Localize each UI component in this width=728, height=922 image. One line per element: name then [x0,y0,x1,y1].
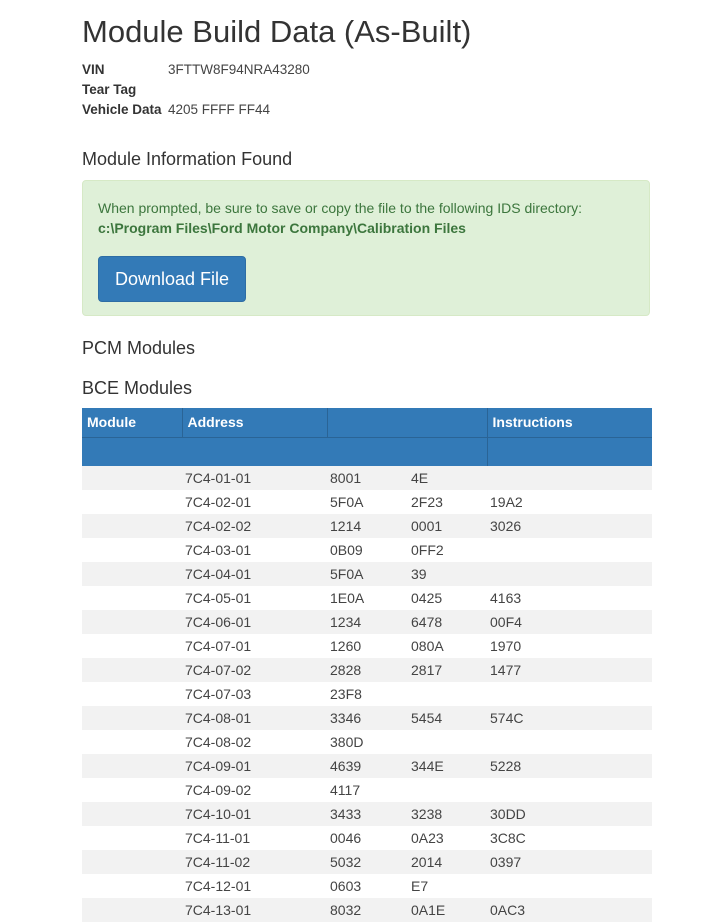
cell-module [82,490,182,514]
cell-address: 7C4-02-01 [182,490,327,514]
cell-data-2: 6478 [408,610,487,634]
cell-data-3: 00F4 [487,610,652,634]
cell-data-1: 2828 [327,658,408,682]
cell-address: 7C4-08-01 [182,706,327,730]
cell-data-3: 19A2 [487,490,652,514]
header-blank [327,408,487,437]
table-body [82,466,652,922]
cell-data-2 [408,778,487,802]
cell-module [82,538,182,562]
module-info-heading: Module Information Found [82,149,293,169]
cell-data-1: 0046 [327,826,408,850]
cell-data-1: 380D [327,730,408,754]
cell-data-3: 0397 [487,850,652,874]
cell-address: 7C4-07-03 [182,682,327,706]
cell-module [82,466,182,490]
cell-data-1: 5F0A [327,562,408,586]
cell-module [82,778,182,802]
cell-data-2: 4E [408,466,487,490]
cell-data-1: 8032 [327,898,408,922]
table-row [82,514,652,538]
header-instructions: Instructions [487,408,652,437]
cell-data-3 [487,874,652,898]
cell-data-3: 0AC3 [487,898,652,922]
cell-address: 7C4-02-02 [182,514,327,538]
table-row [82,850,652,874]
cell-data-2: 080A [408,634,487,658]
vin-row [82,60,310,80]
cell-data-2: 0001 [408,514,487,538]
table-row [82,898,652,922]
cell-data-3: 1970 [487,634,652,658]
cell-data-1: 0603 [327,874,408,898]
cell-data-1: 1214 [327,514,408,538]
cell-address: 7C4-13-01 [182,898,327,922]
cell-module [82,730,182,754]
header-module: Module [82,408,182,437]
cell-data-2: 344E [408,754,487,778]
cell-data-3 [487,562,652,586]
subheader-blank [82,437,487,466]
cell-data-2: 2F23 [408,490,487,514]
table-row [82,490,652,514]
table-row [82,538,652,562]
table-row [82,562,652,586]
table-row [82,586,652,610]
cell-data-2: 3238 [408,802,487,826]
vehicle-data-row [82,100,271,120]
cell-address: 7C4-04-01 [182,562,327,586]
cell-data-3: 3C8C [487,826,652,850]
cell-data-2: 39 [408,562,487,586]
cell-data-2: E7 [408,874,487,898]
cell-module [82,562,182,586]
cell-data-1: 3433 [327,802,408,826]
page-title: Module Build Data (As-Built) [82,14,472,49]
table-row [82,802,652,826]
tear-tag-label: Tear Tag [82,82,137,97]
vehicle-data-label: Vehicle Data [82,102,162,117]
table-row [82,706,652,730]
table-row [82,826,652,850]
cell-module [82,706,182,730]
tear-tag-row [82,80,168,100]
cell-data-3 [487,730,652,754]
cell-data-2: 2014 [408,850,487,874]
download-file-button[interactable]: Download File [98,256,246,302]
table-row [82,634,652,658]
cell-data-2: 0A1E [408,898,487,922]
table-row [82,682,652,706]
vehicle-info [82,60,310,120]
cell-data-3 [487,778,652,802]
cell-data-3: 30DD [487,802,652,826]
cell-address: 7C4-07-02 [182,658,327,682]
cell-module [82,898,182,922]
cell-module [82,874,182,898]
cell-module [82,610,182,634]
cell-module [82,754,182,778]
cell-module [82,802,182,826]
cell-address: 7C4-03-01 [182,538,327,562]
cell-address: 7C4-05-01 [182,586,327,610]
cell-data-2 [408,730,487,754]
cell-data-2: 2817 [408,658,487,682]
cell-address: 7C4-01-01 [182,466,327,490]
table-subheader-row [82,437,652,466]
cell-data-1: 1E0A [327,586,408,610]
cell-data-1: 3346 [327,706,408,730]
cell-address: 7C4-06-01 [182,610,327,634]
cell-address: 7C4-11-01 [182,826,327,850]
cell-module [82,850,182,874]
cell-module [82,826,182,850]
cell-address: 7C4-07-01 [182,634,327,658]
cell-address: 7C4-11-02 [182,850,327,874]
cell-data-1: 1234 [327,610,408,634]
table-row [82,874,652,898]
cell-data-2 [408,682,487,706]
table-row [82,778,652,802]
table-row [82,754,652,778]
cell-data-3 [487,538,652,562]
table-row [82,658,652,682]
vin-label: VIN [82,62,105,77]
cell-data-3: 1477 [487,658,652,682]
cell-data-3: 3026 [487,514,652,538]
cell-module [82,682,182,706]
cell-data-3: 574C [487,706,652,730]
ids-directory-path: c:\Program Files\Ford Motor Company\Calibration Files [98,220,466,236]
vehicle-data-value: 4205 FFFF FF44 [168,102,271,117]
cell-data-1: 5032 [327,850,408,874]
table-row [82,730,652,754]
cell-data-1: 4117 [327,778,408,802]
alert-message [98,198,582,238]
cell-address: 7C4-08-02 [182,730,327,754]
pcm-modules-heading: PCM Modules [82,338,196,358]
bce-modules-table [82,408,652,922]
header-address: Address [182,408,327,437]
cell-data-3 [487,682,652,706]
cell-data-3 [487,466,652,490]
cell-module [82,514,182,538]
table-row [82,610,652,634]
cell-data-1: 4639 [327,754,408,778]
cell-data-3: 4163 [487,586,652,610]
table-row [82,466,652,490]
vin-value: 3FTTW8F94NRA43280 [168,62,310,77]
cell-data-2: 5454 [408,706,487,730]
cell-module [82,586,182,610]
cell-data-1: 23F8 [327,682,408,706]
table-header-row [82,408,652,437]
cell-data-1: 1260 [327,634,408,658]
cell-address: 7C4-09-02 [182,778,327,802]
cell-address: 7C4-12-01 [182,874,327,898]
cell-module [82,658,182,682]
cell-data-3: 5228 [487,754,652,778]
cell-data-1: 8001 [327,466,408,490]
cell-data-2: 0425 [408,586,487,610]
alert-text: When prompted, be sure to save or copy the file to the following IDS directory: [98,200,583,216]
cell-data-2: 0FF2 [408,538,487,562]
cell-address: 7C4-09-01 [182,754,327,778]
cell-data-1: 0B09 [327,538,408,562]
cell-data-2: 0A23 [408,826,487,850]
cell-data-1: 5F0A [327,490,408,514]
success-alert [82,180,650,316]
subheader-instructions-blank [487,437,652,466]
bce-modules-heading: BCE Modules [82,378,193,398]
cell-address: 7C4-10-01 [182,802,327,826]
cell-module [82,634,182,658]
